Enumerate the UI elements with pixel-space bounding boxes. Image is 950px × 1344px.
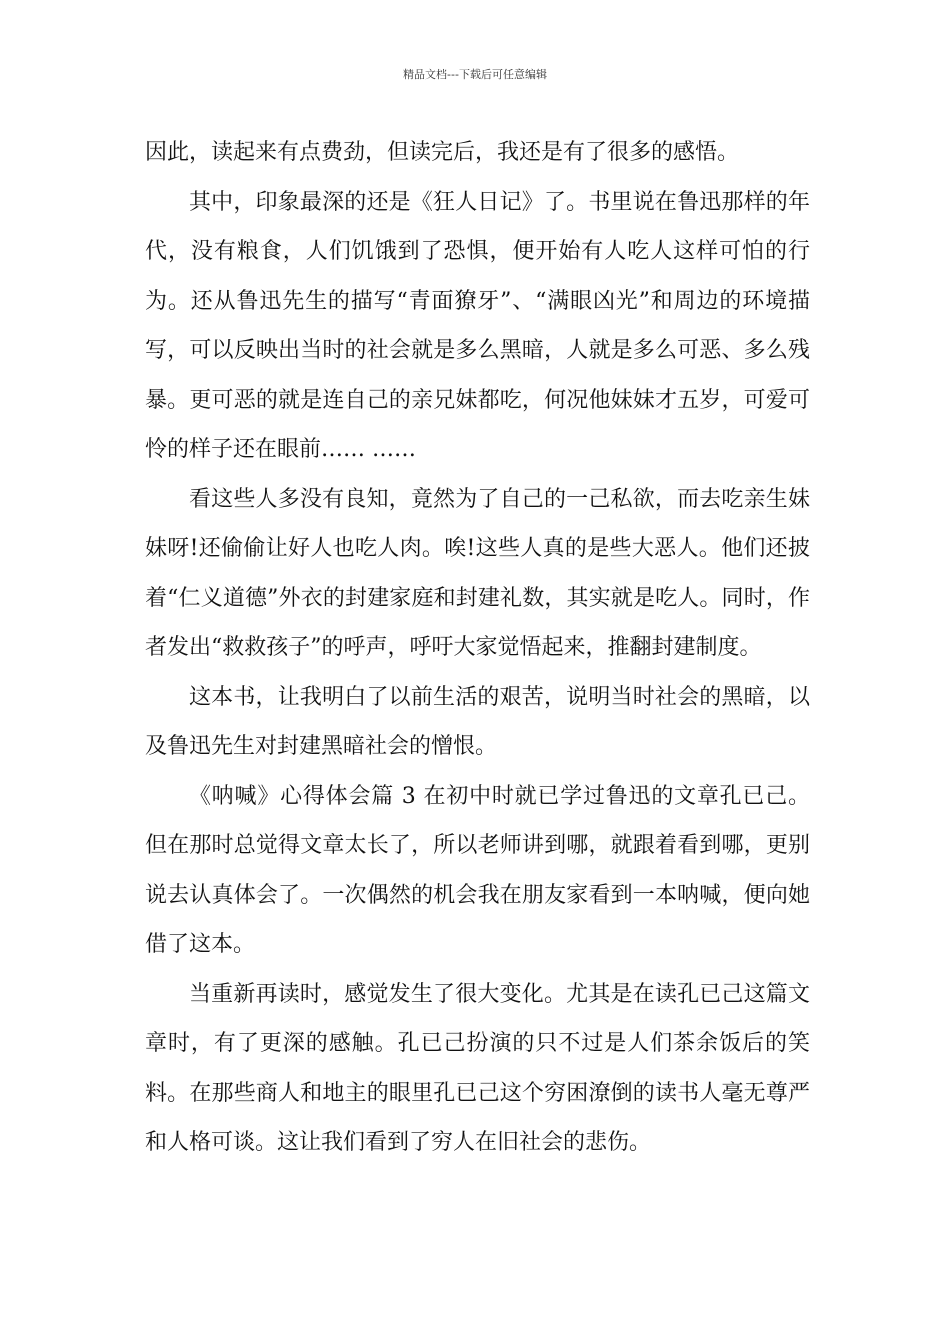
paragraph-6: 当重新再读时，感觉发生了很大变化。尤其是在读孔已己这篇文章时，有了更深的感触。孔已己扮演的只不过是人们茶余饭后的笑料。在那些商人和地主的眼里孔已己这个穷困潦倒的读书人毫无尊严和人格可谈。这让我们看到了穷人在旧社会的悲伤。 xyxy=(145,981,810,1155)
page-header: 精品文档---下载后可任意编辑 xyxy=(403,68,547,81)
paragraph-2: 其中，印象最深的还是《狂人日记》了。书里说在鲁迅那样的年代，没有粮食，人们饥饿到了恐惧，便开始有人吃人这样可怕的行为。还从鲁迅先生的描写“青面獠牙”、“满眼凶光”和周边的环境描写，可以反映出当时的社会就是多么黑暗，人就是多么可恶、多么残暴。更可恶的就是连自己的亲兄妹都吃，何况他妹妹才五岁，可爱可怜的样子还在眼前…… …… xyxy=(145,189,810,462)
paragraph-1: 因此，读起来有点费劲，但读完后，我还是有了很多的感悟。 xyxy=(145,140,740,165)
paragraph-5: 《呐喊》心得体会篇 3 在初中时就已学过鲁迅的文章孔已己。但在那时总觉得文章太长了，所以老师讲到哪，就跟着看到哪，更别说去认真体会了。一次偶然的机会我在朋友家看到一本呐喊，便向她借了这本。 xyxy=(145,783,810,957)
paragraph-3: 看这些人多没有良知，竟然为了自己的一己私欲，而去吃亲生妹妹呀!还偷偷让好人也吃人肉。唉!这些人真的是些大恶人。他们还披着“仁义道德”外衣的封建家庭和封建礼数，其实就是吃人。同时，作者发出“救救孩子”的呼声，呼吁大家觉悟起来，推翻封建制度。 xyxy=(145,486,810,660)
document-body xyxy=(145,128,810,1168)
paragraph-4: 这本书，让我明白了以前生活的艰苦，说明当时社会的黑暗，以及鲁迅先生对封建黑暗社会的憎恨。 xyxy=(145,684,810,759)
